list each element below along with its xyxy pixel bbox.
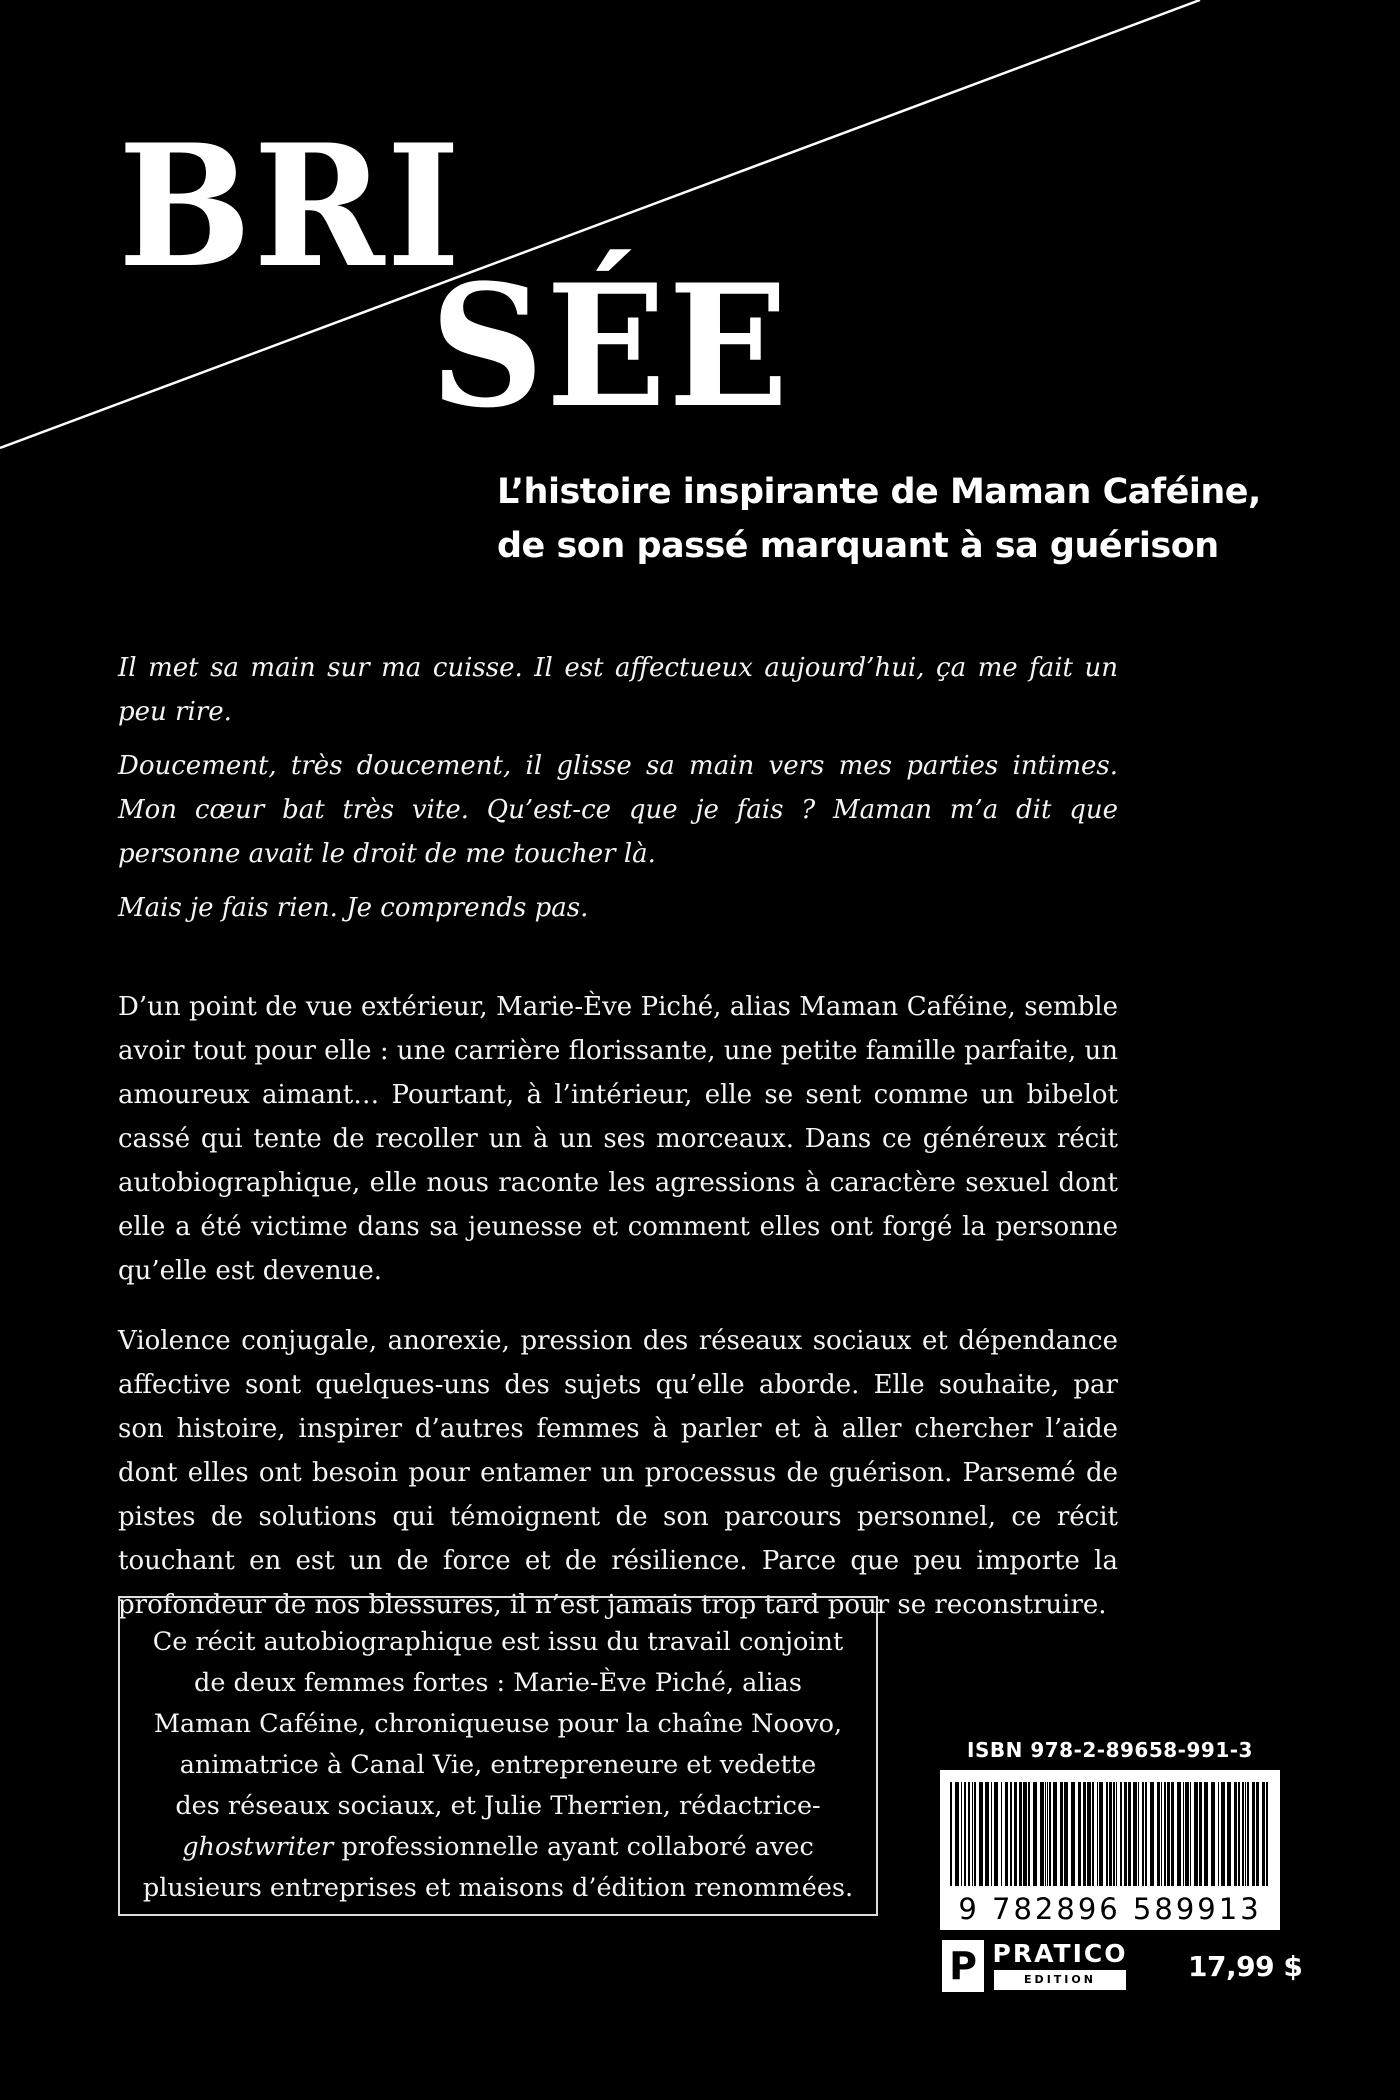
barcode-bar <box>1028 1782 1030 1886</box>
authors-box <box>118 1596 878 1916</box>
barcode-bar <box>1001 1782 1002 1886</box>
barcode-bar <box>1106 1782 1108 1886</box>
barcode-bar <box>974 1782 976 1886</box>
barcode-bar <box>1010 1782 1012 1886</box>
barcode-bar <box>1262 1782 1265 1886</box>
excerpt-paragraph: Il met sa main sur ma cuisse. Il est affectueux aujourd’hui, ça me fait un peu rire. <box>118 653 1118 727</box>
barcode-bar <box>1133 1782 1137 1886</box>
barcode-bar <box>1171 1782 1174 1886</box>
barcode-bar <box>1064 1782 1068 1886</box>
authors-line: Maman Caféine, chroniqueuse pour la chaîne Noovo, <box>153 1709 843 1739</box>
barcode-bar <box>1150 1782 1154 1886</box>
barcode-bar <box>1113 1782 1115 1886</box>
barcode-bar <box>1245 1782 1246 1886</box>
subtitle-line-2: de son passé marquant à sa guérison <box>497 526 1219 566</box>
barcode-bar <box>1145 1782 1147 1886</box>
barcode-bar <box>1092 1782 1094 1886</box>
barcode-bar <box>1183 1782 1184 1886</box>
barcode-bar <box>1177 1782 1181 1886</box>
barcode-bar <box>1124 1782 1127 1886</box>
publisher-sub: EDITION <box>994 1970 1126 1990</box>
barcode-bar <box>1211 1782 1215 1886</box>
barcode-bar <box>1019 1782 1022 1886</box>
barcode-bar <box>1190 1782 1191 1886</box>
barcode-bar <box>1138 1782 1139 1886</box>
barcode-bar <box>994 1782 998 1886</box>
barcode-bar <box>1256 1782 1259 1886</box>
barcode-bar <box>1014 1782 1017 1886</box>
barcode-bar <box>1234 1782 1237 1886</box>
barcode-bar <box>1161 1782 1162 1886</box>
barcode-bar <box>1109 1782 1112 1886</box>
barcode-bar <box>1199 1782 1202 1886</box>
excerpt <box>118 646 1118 940</box>
title-part-2: SÉE <box>430 247 791 445</box>
authors-line: de deux femmes fortes : Marie-Ève Piché, alias <box>194 1668 802 1698</box>
barcode-bar <box>1242 1782 1244 1886</box>
barcode-bar <box>1045 1782 1046 1886</box>
barcode-bar <box>950 1782 952 1886</box>
authors-text <box>120 1622 876 1909</box>
subtitle <box>497 465 1261 573</box>
barcode-bar <box>1060 1782 1063 1886</box>
barcode <box>940 1770 1280 1930</box>
publisher-logo <box>942 1940 1132 1992</box>
barcode-bar <box>1157 1782 1160 1886</box>
barcode-bar <box>1023 1782 1027 1886</box>
barcode-digits: 9 782896 589913 <box>958 1892 1262 1926</box>
barcode-bar <box>979 1782 983 1886</box>
barcode-bar <box>1204 1782 1208 1886</box>
publisher-name: PRATICO <box>992 1939 1128 1968</box>
title-part-1: BRI <box>118 107 463 305</box>
barcode-bar <box>1047 1782 1048 1886</box>
barcode-bar <box>1252 1782 1255 1886</box>
barcode-bar <box>1221 1782 1225 1886</box>
authors-line: plusieurs entreprises et maisons d’édition renommées. <box>142 1873 854 1903</box>
barcode-bar <box>1078 1782 1081 1886</box>
barcode-bar <box>1266 1782 1268 1886</box>
barcode-bar <box>1120 1782 1122 1886</box>
isbn-label: ISBN 978-2-89658-991-3 <box>967 1738 1253 1762</box>
barcode-bar <box>1097 1782 1098 1886</box>
barcode-bar <box>961 1782 962 1886</box>
barcode-bar <box>1238 1782 1240 1886</box>
excerpt-paragraph: Mais je fais rien. Je comprends pas. <box>118 893 589 923</box>
barcode-bar <box>1033 1782 1037 1886</box>
authors-line: Ce récit autobiographique est issu du travail conjoint <box>152 1627 844 1657</box>
barcode-bar <box>1247 1782 1249 1886</box>
barcode-bar <box>1087 1782 1091 1886</box>
barcode-bar <box>1194 1782 1198 1886</box>
excerpt-paragraph: Doucement, très doucement, il glisse sa main vers mes parties intimes. Mon cœur bat très vite. Qu’est-ce que je fais ? Maman m’a dit que personne avait le droit de me toucher là. <box>118 751 1118 869</box>
barcode-bar <box>968 1782 970 1886</box>
barcode-bar <box>1053 1782 1057 1886</box>
authors-line-rest: professionnelle ayant collaboré avec <box>333 1832 814 1862</box>
authors-line <box>120 1827 876 1868</box>
price: 17,99 $ <box>1188 1950 1303 1983</box>
barcode-bar <box>1049 1782 1051 1886</box>
authors-line: animatrice à Canal Vie, entrepreneure et vedette <box>179 1750 817 1780</box>
barcode-bar <box>972 1782 973 1886</box>
ghostwriter-word: ghostwriter <box>182 1832 334 1862</box>
barcode-bar <box>1218 1782 1219 1886</box>
description-paragraph: D’un point de vue extérieur, Marie-Ève Piché, alias Maman Caféine, semble avoir tout pour elle : une carrière florissante, une petite famille parfaite, un amoureux aimant… Pourtant, à l’intérieur, elle se sent comme un bibelot cassé qui tente de recoller un à un ses morceaux. Dans ce généreux récit autobiographique, elle nous raconte les agressions à caractère sexuel dont elle a été victime dans sa jeunesse et comment elles ont forgé la personne qu’elle est devenue. <box>118 992 1118 1286</box>
barcode-bar <box>985 1782 989 1886</box>
barcode-bar <box>1142 1782 1144 1886</box>
subtitle-line-1: L’histoire inspirante de Maman Caféine, <box>497 472 1261 512</box>
barcode-bar <box>1227 1782 1231 1886</box>
barcode-bar <box>1005 1782 1008 1886</box>
barcode-bar <box>964 1782 966 1886</box>
barcode-bar <box>1099 1782 1103 1886</box>
barcode-bar <box>1040 1782 1044 1886</box>
description <box>118 985 1118 1653</box>
barcode-bar <box>1083 1782 1086 1886</box>
barcode-bar <box>1164 1782 1166 1886</box>
barcode-bar <box>955 1782 959 1886</box>
barcode-bar <box>1116 1782 1117 1886</box>
barcode-bar <box>1128 1782 1131 1886</box>
barcode-bar <box>1167 1782 1170 1886</box>
authors-line: des réseaux sociaux, et Julie Therrien, rédactrice- <box>175 1791 821 1821</box>
barcode-bar <box>991 1782 992 1886</box>
barcode-bar <box>1071 1782 1075 1886</box>
publisher-letter: P <box>942 1940 984 1992</box>
barcode-bar <box>1185 1782 1189 1886</box>
description-paragraph: Violence conjugale, anorexie, pression des réseaux sociaux et dépendance affective sont quelques-uns des sujets qu’elle aborde. Elle souhaite, par son histoire, inspirer d’autres femmes à parler et à aller chercher l’aide dont elles ont besoin pour entamer un processus de guérison. Parsemé de pistes de solutions qui témoignent de son parcours personnel, ce récit touchant en est un de force et de résilience. Parce que peu importe la profondeur de nos blessures, il n’est jamais trop tard pour se reconstruire. <box>118 1326 1118 1620</box>
